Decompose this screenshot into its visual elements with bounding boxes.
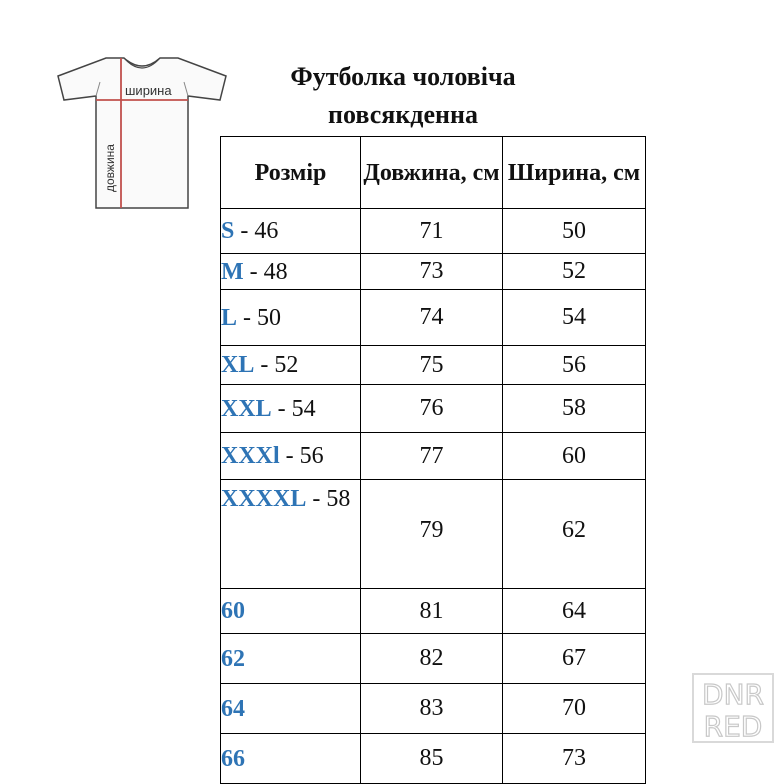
size-number: - 50 (237, 304, 282, 331)
length-cell: 81 (361, 589, 503, 634)
size-code: M (221, 258, 244, 285)
size-cell (221, 433, 361, 480)
size-table (220, 136, 646, 784)
size-number: - 46 (234, 218, 279, 244)
width-cell: 70 (503, 684, 646, 734)
header-width: Ширина, см (503, 137, 646, 209)
size-number: - 54 (271, 395, 316, 422)
tshirt-outline (58, 58, 226, 208)
title-line-2: повсякденна (328, 100, 478, 129)
table-row (221, 385, 646, 433)
size-number: - 58 (306, 486, 351, 512)
tshirt-diagram (54, 52, 230, 214)
size-cell (221, 254, 361, 290)
dnr-red-watermark (692, 673, 774, 743)
width-cell: 62 (503, 480, 646, 589)
width-cell: 60 (503, 433, 646, 480)
watermark-line-2: RED (703, 710, 763, 743)
table-row (221, 589, 646, 634)
length-cell: 71 (361, 209, 503, 254)
length-cell: 83 (361, 684, 503, 734)
header-size: Розмір (221, 137, 361, 209)
table-row (221, 290, 646, 346)
size-code: 64 (221, 695, 245, 722)
size-cell (221, 480, 361, 589)
size-code: S (221, 218, 235, 244)
length-cell: 77 (361, 433, 503, 480)
size-code: XXXXL (221, 486, 307, 512)
table-row (221, 480, 646, 589)
length-cell: 79 (361, 480, 503, 589)
width-cell: 50 (503, 209, 646, 254)
width-cell: 58 (503, 385, 646, 433)
width-cell: 67 (503, 634, 646, 684)
table-row (221, 433, 646, 480)
size-cell (221, 684, 361, 734)
title-line-1: Футболка чоловіча (290, 62, 516, 91)
width-label: ширина (125, 83, 172, 98)
size-code: XXL (221, 395, 272, 422)
size-cell (221, 385, 361, 433)
table-row (221, 346, 646, 385)
size-number: - 52 (254, 352, 299, 378)
size-cell (221, 346, 361, 385)
size-code: XL (221, 352, 255, 378)
size-code: L (221, 304, 238, 331)
page-title (238, 58, 568, 134)
width-cell: 73 (503, 734, 646, 784)
size-cell (221, 290, 361, 346)
table-row (221, 254, 646, 290)
table-row (221, 209, 646, 254)
width-cell: 54 (503, 290, 646, 346)
size-cell (221, 209, 361, 254)
size-number: - 48 (243, 258, 288, 285)
watermark-line-1: DNR (702, 678, 764, 711)
size-code: XXXl (221, 443, 280, 469)
size-code: 66 (221, 745, 245, 772)
table-row (221, 684, 646, 734)
width-cell: 64 (503, 589, 646, 634)
width-cell: 52 (503, 254, 646, 290)
size-code: 60 (221, 598, 245, 624)
length-cell: 75 (361, 346, 503, 385)
table-header-row (221, 137, 646, 209)
length-cell: 73 (361, 254, 503, 290)
length-cell: 85 (361, 734, 503, 784)
size-code: 62 (221, 645, 245, 672)
header-length: Довжина, см (361, 137, 503, 209)
table-row (221, 634, 646, 684)
width-cell: 56 (503, 346, 646, 385)
length-cell: 74 (361, 290, 503, 346)
length-cell: 76 (361, 385, 503, 433)
size-cell (221, 589, 361, 634)
length-label: довжина (103, 144, 117, 192)
size-number: - 56 (279, 443, 324, 469)
size-cell (221, 634, 361, 684)
length-cell: 82 (361, 634, 503, 684)
